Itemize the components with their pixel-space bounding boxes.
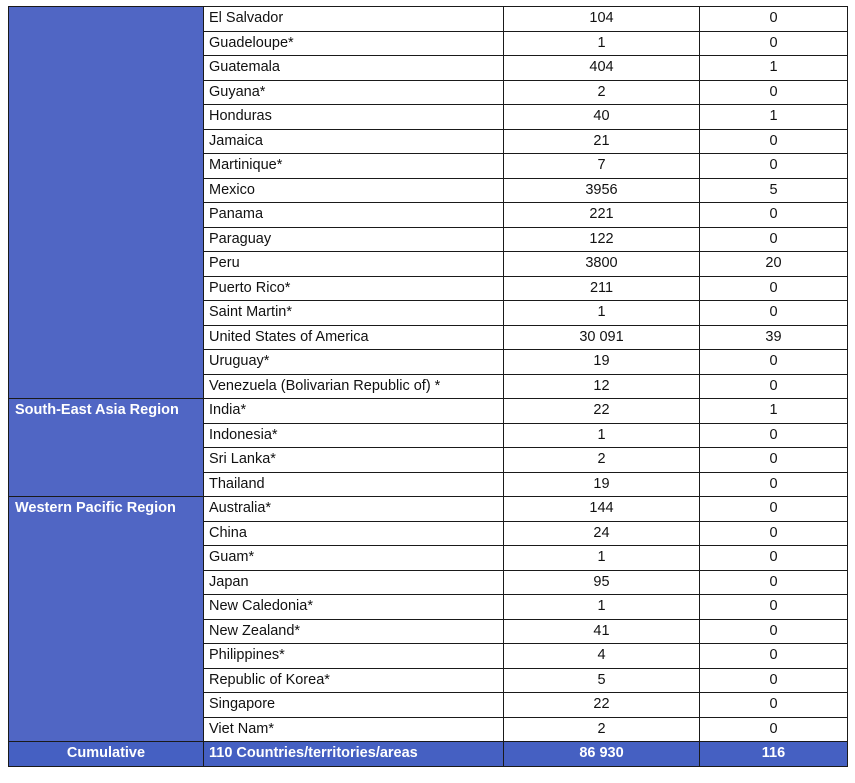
country-cell: Jamaica (204, 129, 504, 154)
deaths-cell: 0 (700, 546, 848, 571)
country-cell: Paraguay (204, 227, 504, 252)
table-row (9, 7, 848, 32)
cumulative-row (9, 742, 848, 767)
cumulative-cases: 86 930 (504, 742, 700, 767)
cases-cell: 4 (504, 644, 700, 669)
cases-cell: 30 091 (504, 325, 700, 350)
deaths-cell: 20 (700, 252, 848, 277)
country-cell: Panama (204, 203, 504, 228)
cumulative-label: Cumulative (9, 742, 204, 767)
cases-cell: 3956 (504, 178, 700, 203)
country-cell: Japan (204, 570, 504, 595)
deaths-cell: 0 (700, 448, 848, 473)
cases-cell: 2 (504, 80, 700, 105)
deaths-cell: 0 (700, 521, 848, 546)
table-row (9, 497, 848, 522)
deaths-cell: 0 (700, 619, 848, 644)
deaths-cell: 0 (700, 276, 848, 301)
cases-cell: 221 (504, 203, 700, 228)
cases-cell: 122 (504, 227, 700, 252)
country-cell: Viet Nam* (204, 717, 504, 742)
country-cell: El Salvador (204, 7, 504, 32)
cases-cell: 1 (504, 546, 700, 571)
cases-cell: 19 (504, 472, 700, 497)
country-cell: Singapore (204, 693, 504, 718)
deaths-cell: 0 (700, 350, 848, 375)
cases-cell: 3800 (504, 252, 700, 277)
cases-cell: 7 (504, 154, 700, 179)
cases-cell: 144 (504, 497, 700, 522)
cases-cell: 22 (504, 693, 700, 718)
deaths-cell: 0 (700, 203, 848, 228)
cases-cell: 2 (504, 448, 700, 473)
deaths-cell: 0 (700, 570, 848, 595)
country-cell: Guatemala (204, 56, 504, 81)
cases-cell: 41 (504, 619, 700, 644)
data-table-container (8, 6, 847, 767)
country-cell: Sri Lanka* (204, 448, 504, 473)
cases-cell: 104 (504, 7, 700, 32)
deaths-cell: 0 (700, 80, 848, 105)
deaths-cell: 0 (700, 129, 848, 154)
cases-cell: 40 (504, 105, 700, 130)
deaths-cell: 1 (700, 56, 848, 81)
country-cell: Indonesia* (204, 423, 504, 448)
cases-cell: 19 (504, 350, 700, 375)
region-cell: South-East Asia Region (9, 399, 204, 497)
deaths-cell: 0 (700, 717, 848, 742)
cumulative-countries: 110 Countries/territories/areas (204, 742, 504, 767)
country-cell: United States of America (204, 325, 504, 350)
cases-table (8, 6, 848, 767)
deaths-cell: 0 (700, 472, 848, 497)
country-cell: Venezuela (Bolivarian Republic of) * (204, 374, 504, 399)
deaths-cell: 0 (700, 301, 848, 326)
country-cell: Honduras (204, 105, 504, 130)
table-row (9, 399, 848, 424)
cases-cell: 1 (504, 423, 700, 448)
cases-cell: 24 (504, 521, 700, 546)
country-cell: Mexico (204, 178, 504, 203)
region-cell (9, 7, 204, 399)
cases-cell: 22 (504, 399, 700, 424)
table-body (9, 7, 848, 742)
deaths-cell: 0 (700, 644, 848, 669)
deaths-cell: 0 (700, 7, 848, 32)
country-cell: Martinique* (204, 154, 504, 179)
cases-cell: 211 (504, 276, 700, 301)
cases-cell: 404 (504, 56, 700, 81)
cases-cell: 1 (504, 595, 700, 620)
cases-cell: 1 (504, 31, 700, 56)
country-cell: Australia* (204, 497, 504, 522)
deaths-cell: 0 (700, 497, 848, 522)
country-cell: Peru (204, 252, 504, 277)
country-cell: Puerto Rico* (204, 276, 504, 301)
region-cell: Western Pacific Region (9, 497, 204, 742)
deaths-cell: 0 (700, 595, 848, 620)
deaths-cell: 0 (700, 31, 848, 56)
country-cell: Republic of Korea* (204, 668, 504, 693)
country-cell: Guam* (204, 546, 504, 571)
deaths-cell: 0 (700, 668, 848, 693)
country-cell: New Zealand* (204, 619, 504, 644)
cases-cell: 21 (504, 129, 700, 154)
country-cell: Philippines* (204, 644, 504, 669)
country-cell: Guyana* (204, 80, 504, 105)
deaths-cell: 0 (700, 154, 848, 179)
cases-cell: 12 (504, 374, 700, 399)
deaths-cell: 0 (700, 374, 848, 399)
deaths-cell: 0 (700, 693, 848, 718)
deaths-cell: 39 (700, 325, 848, 350)
deaths-cell: 5 (700, 178, 848, 203)
cases-cell: 2 (504, 717, 700, 742)
country-cell: Saint Martin* (204, 301, 504, 326)
country-cell: Uruguay* (204, 350, 504, 375)
country-cell: Thailand (204, 472, 504, 497)
cases-cell: 5 (504, 668, 700, 693)
cases-cell: 95 (504, 570, 700, 595)
deaths-cell: 1 (700, 399, 848, 424)
deaths-cell: 0 (700, 423, 848, 448)
deaths-cell: 0 (700, 227, 848, 252)
deaths-cell: 1 (700, 105, 848, 130)
country-cell: India* (204, 399, 504, 424)
country-cell: New Caledonia* (204, 595, 504, 620)
country-cell: China (204, 521, 504, 546)
cases-cell: 1 (504, 301, 700, 326)
country-cell: Guadeloupe* (204, 31, 504, 56)
cumulative-deaths: 116 (700, 742, 848, 767)
